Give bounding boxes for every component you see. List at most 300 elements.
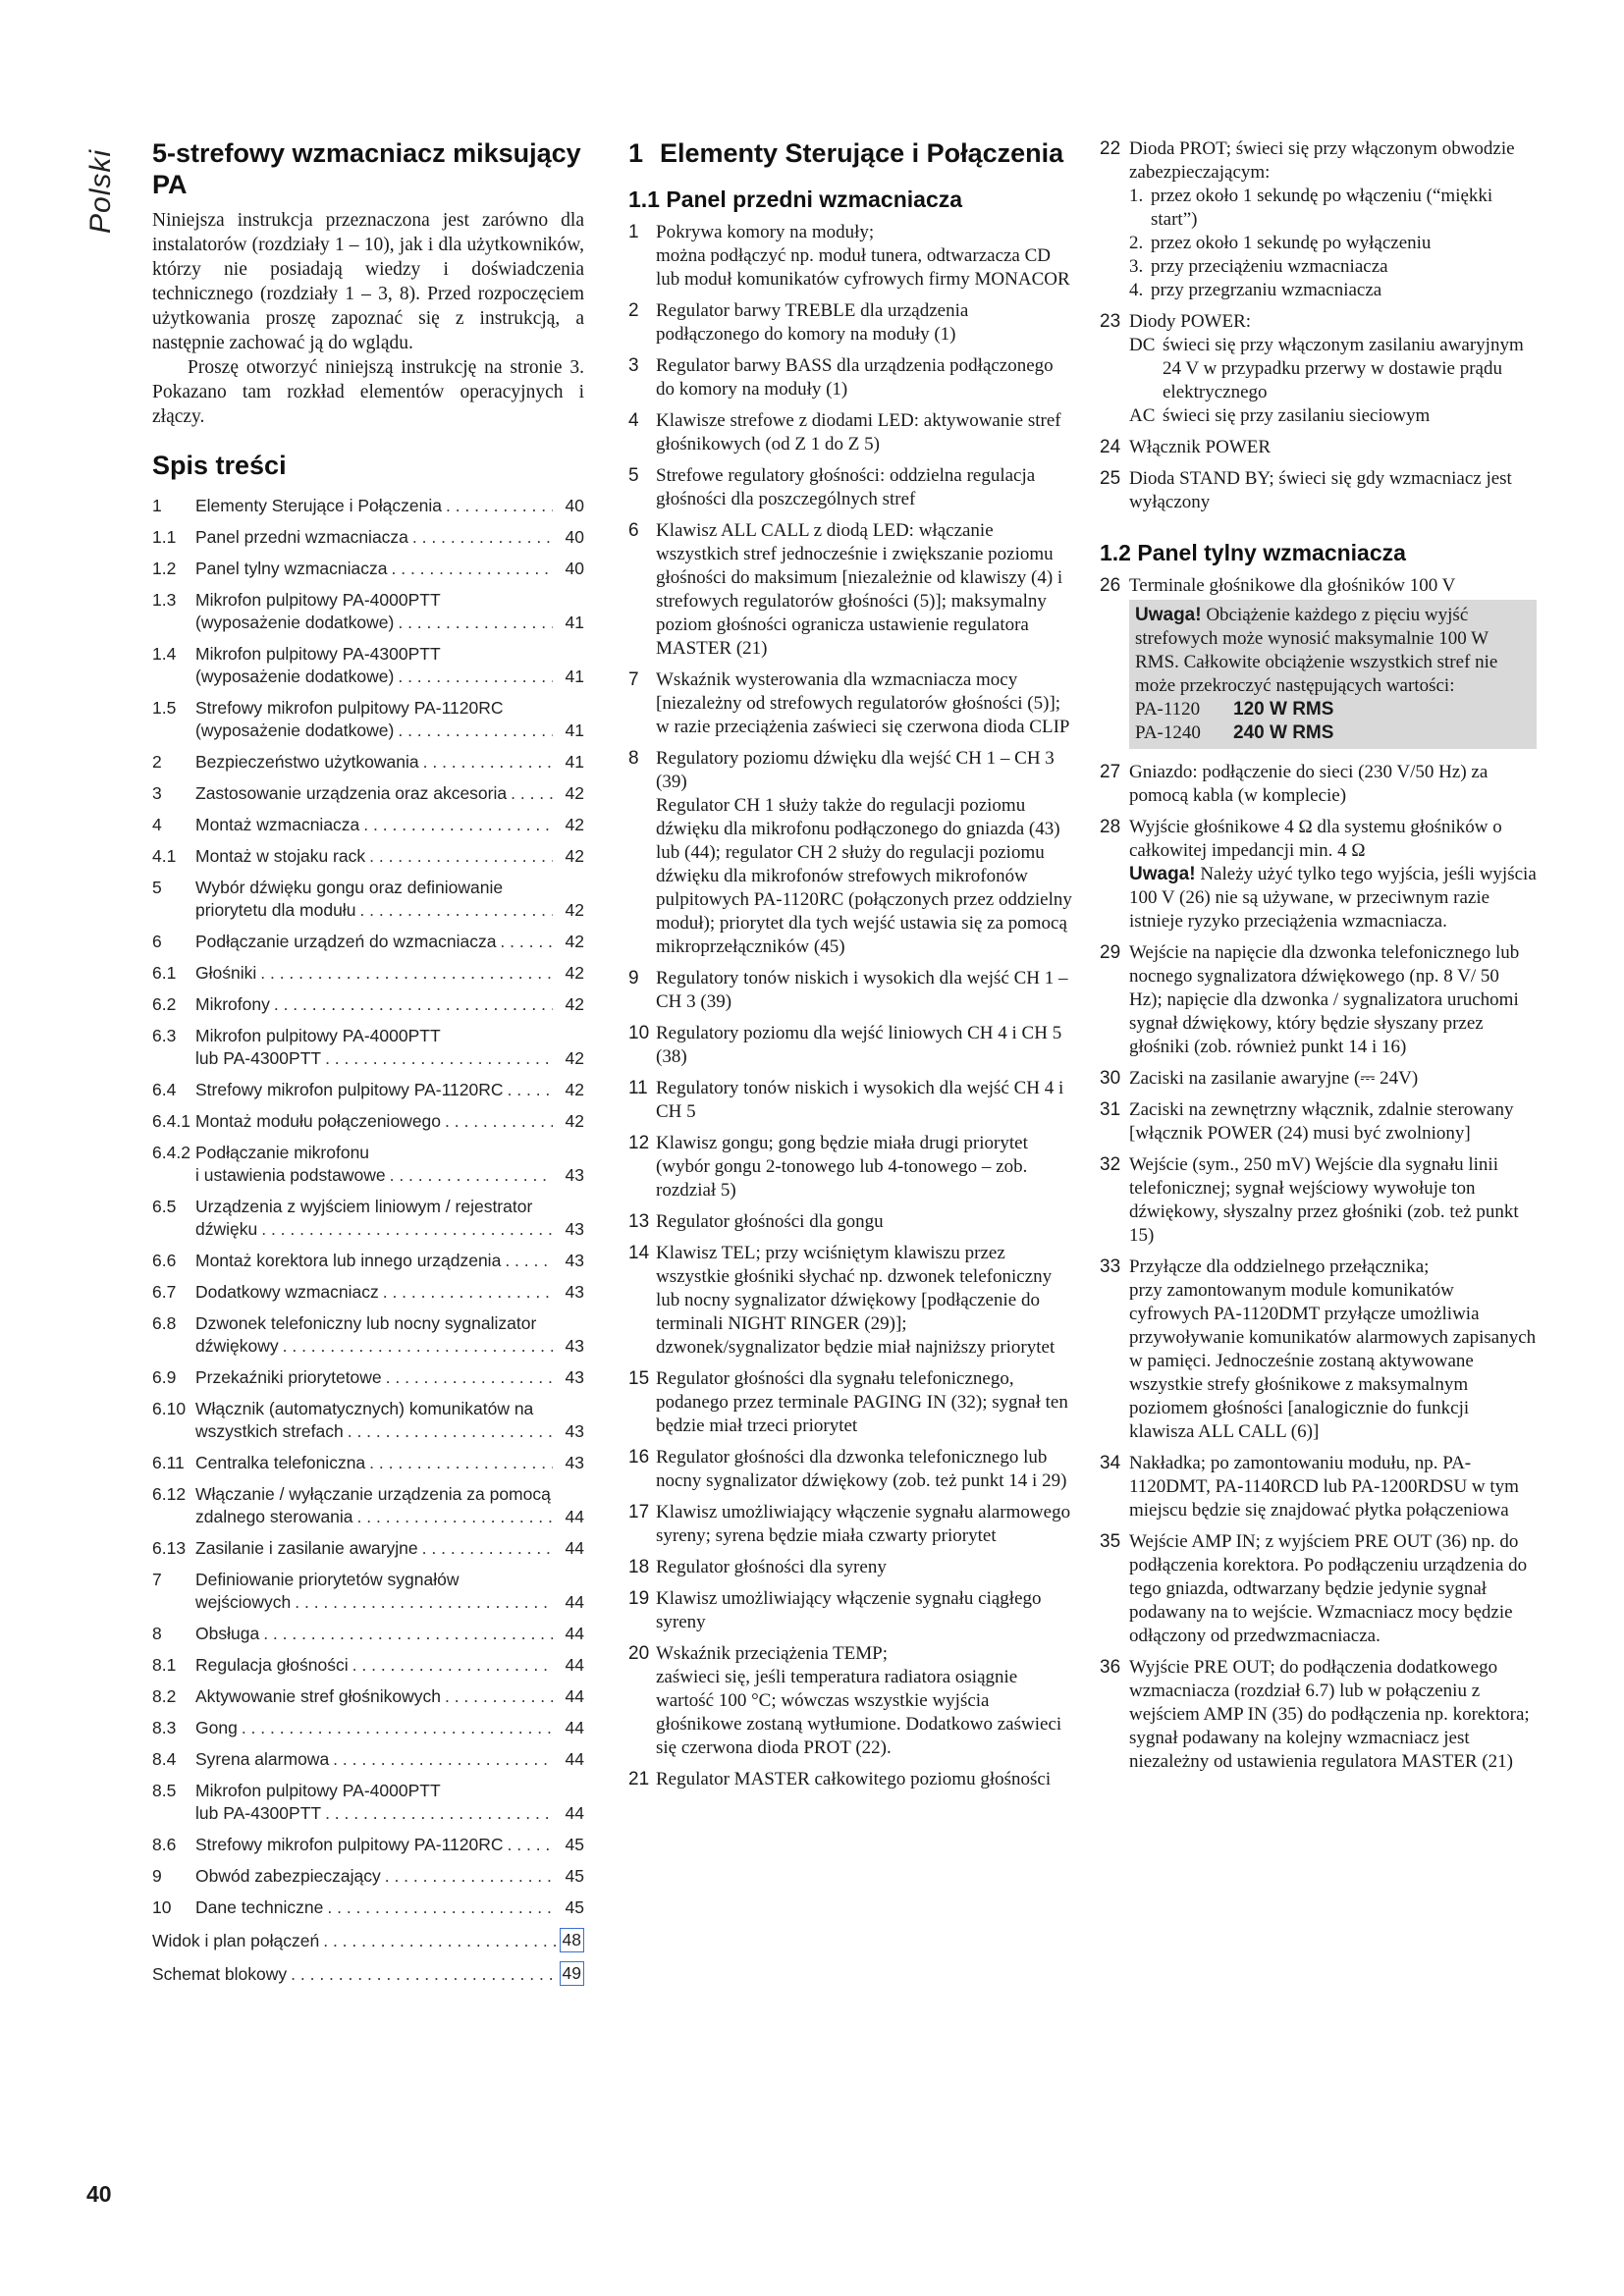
toc-entry[interactable] (152, 1025, 584, 1070)
front-panel-items (628, 221, 1075, 1791)
toc-entry-title: Przekaźniki priorytetowe (195, 1367, 382, 1387)
toc-entry[interactable] (152, 1896, 584, 1919)
toc-entry-page: 44 (565, 1749, 584, 1769)
toc-entry-page[interactable]: 49 (560, 1961, 584, 1986)
intro-paragraph-2: Proszę otworzyć niniejszą instrukcję na stronie 3. Pokazano tam rozkład elementów operacyjnych i złączy. (152, 357, 584, 427)
toc-leader-dots (357, 1506, 553, 1528)
toc-entry[interactable] (152, 1398, 584, 1443)
section-1-heading (628, 137, 1075, 169)
toc-entry-page: 43 (565, 1251, 584, 1270)
item-text: Klawisz ALL CALL z diodą LED: włączanie wszystkich stref jednocześnie i zwiększanie poziomu głośności do maksimum [niezależnie od klawiszy (4) i strefowych regulatorów głośności (5)]; maksymalny poziom głośności ogranicza ustawienie regulatora MASTER (21) (656, 520, 1063, 659)
toc-entry[interactable] (152, 589, 584, 634)
toc-entry-title: Mikrofon pulpitowy PA-4000PTT (195, 1026, 441, 1045)
item-text: Wyjście PRE OUT; do podłączenia dodatkowego wzmacniacza (rozdział 6.7) lub w połączeniu z wejściem AMP IN (35) do podłączenia np. korektora; (1129, 1657, 1530, 1725)
toc-entry-number: 3 (152, 783, 162, 803)
item-text: można podłączyć np. moduł tunera, odtwarzacza CD lub moduł komunikatów cyfrowych firmy MONACOR (656, 245, 1070, 290)
item-text: Strefowe regulatory głośności: oddzielna regulacja głośności dla poszczególnych stref (656, 465, 1036, 509)
toc-leader-dots (369, 1452, 553, 1474)
toc-entry[interactable] (152, 558, 584, 580)
toc-entry-number: 8.2 (152, 1686, 177, 1706)
item-number: 10 (628, 1023, 650, 1043)
toc-entry-number: 1.4 (152, 644, 177, 664)
toc-entry-number: 6.9 (152, 1367, 177, 1387)
toc-entry-title: Aktywowanie stref głośnikowych (195, 1686, 441, 1706)
toc-entry-number: 2 (152, 752, 162, 772)
rear-panel-items (1100, 941, 1537, 1774)
item-25: 25 Dioda STAND BY; świeci się gdy wzmacniacz jest wyłączony (1100, 468, 1512, 512)
item-text: Klawisz umożliwiający włączenie sygnału alarmowego syreny; syrena będzie miała czwarty priorytet (656, 1502, 1071, 1546)
item-19 (628, 1587, 1075, 1634)
toc-entry-number: 1.5 (152, 698, 177, 718)
item-text: przy zamontowanym module komunikatów cyfrowych PA-1120DMT przyłącze umożliwia przywoływanie komunikatów alarmowych zapisanych w pamięci. Jednocześnie zostaną aktywowane wszystkie strefy głośnikowe z maksymalnym poziomem głośności [analogicznie do funkcji klawisza ALL CALL (6)] (1129, 1280, 1537, 1442)
item-8 (628, 747, 1075, 959)
toc-entry-title: Widok i plan połączeń (152, 1931, 320, 1950)
toc-entry-page: 42 (565, 900, 584, 920)
toc-entry-title: lub PA-4300PTT (195, 1048, 322, 1068)
toc-entry-title: Montaż w stojaku rack (195, 846, 366, 866)
toc-entry-page: 42 (565, 815, 584, 834)
toc-entry-title: Strefowy mikrofon pulpitowy PA-1120RC (195, 1080, 504, 1099)
item-number: 13 (628, 1211, 650, 1232)
item-text: Przyłącze dla oddzielnego przełącznika; (1129, 1256, 1430, 1277)
toc-entry-page: 44 (565, 1538, 584, 1558)
item-number: 8 (628, 748, 639, 769)
toc-entry-page: 43 (565, 1336, 584, 1356)
toc-entry-page: 42 (565, 994, 584, 1014)
toc-entry-page: 44 (565, 1592, 584, 1612)
toc-leader-dots (511, 782, 553, 805)
item-20 (628, 1642, 1075, 1760)
toc-entry-page: 40 (565, 527, 584, 547)
item-text: zaświeci się, jeśli temperatura radiatora osiągnie wartość 100 °C; wówczas wszystkie wyjścia głośnikowe zostaną wytłumione. Dodatkowo zaświeci się czerwona dioda PROT (22). (656, 1667, 1062, 1758)
item-number: 4 (628, 410, 639, 431)
item-text: Regulatory tonów niskich i wysokich dla wejść CH 1 – CH 3 (39) (656, 968, 1068, 1012)
toc-entry-page: 45 (565, 1835, 584, 1854)
item-text: Regulator barwy BASS dla urządzenia podłączonego do komory na moduły (1) (656, 355, 1054, 400)
toc-entry-title: Bezpieczeństwo użytkowania (195, 752, 419, 772)
toc-leader-dots (263, 1623, 553, 1645)
item-text: Wejście AMP IN; z wyjściem PRE OUT (36) np. do podłączenia korektora. Po podłączeniu urządzenia do tego gniazda, odtwarzany będzie jedynie sygnał podawany na to wejście. Wzmacniacz mocy będzie odłączony od przedwzmacniacza. (1129, 1531, 1528, 1646)
toc-entry-page: 42 (565, 963, 584, 983)
prot-sub-3: 3. przy przeciążeniu wzmacniacza (1129, 256, 1388, 277)
toc-entry-title: Dzwonek telefoniczny lub nocny sygnalizator (195, 1313, 537, 1333)
toc-entry[interactable] (152, 1250, 584, 1272)
document-title: 5-strefowy wzmacniacz miksujący PA (152, 138, 581, 199)
toc-entry-title: Podłączanie mikrofonu (195, 1143, 370, 1162)
toc-entry-page: 43 (565, 1367, 584, 1387)
toc-entry-title: Syrena alarmowa (195, 1749, 330, 1769)
toc-entry[interactable] (152, 1312, 584, 1358)
toc-entry-title: Podłączanie urządzeń do wzmacniacza (195, 932, 497, 951)
toc-entry-number: 5 (152, 878, 162, 897)
item-text: Zaciski na zewnętrzny włącznik, zdalnie sterowany [włącznik POWER (24) musi być zwolniony] (1129, 1099, 1514, 1144)
item-text: Regulatory poziomu dźwięku dla wejść CH 1 – CH 3 (39) (656, 748, 1055, 792)
toc-entry[interactable] (152, 751, 584, 774)
toc-entry-page: 41 (565, 721, 584, 740)
toc-entry-number: 8.4 (152, 1749, 177, 1769)
item-text: Regulator MASTER całkowitego poziomu głośności (656, 1769, 1052, 1789)
toc-entry-number: 6.10 (152, 1399, 187, 1418)
toc-entry-title: i ustawienia podstawowe (195, 1165, 386, 1185)
item-text: Regulator CH 1 służy także do regulacji poziomu dźwięku dla mikrofonu podłączonego do gniazda (43) lub (44); regulator CH 2 służy do regulacji poziomu dźwięku dla mikrofonów strefowych mikrofonów pulpitowych PA-1120RC (połączonych przez oddzielny moduł); priorytet dla tych wejść ustawia się za pomocą mikroprzełączników (45) (656, 795, 1072, 957)
toc-entry-title: Obwód zabezpieczający (195, 1866, 381, 1886)
toc-entry[interactable] (152, 643, 584, 688)
item-number: 15 (628, 1368, 650, 1389)
toc-entry-number: 1 (152, 496, 162, 515)
toc-entry-number: 6.11 (152, 1453, 185, 1472)
item-10 (628, 1022, 1075, 1069)
toc-entry-title: Głośniki (195, 963, 257, 983)
item-text: Regulatory poziomu dla wejść liniowych CH 4 i CH 5 (38) (656, 1023, 1062, 1067)
item-35 (1100, 1530, 1537, 1648)
toc-entry-page[interactable]: 48 (560, 1928, 584, 1952)
item-27: 27 Gniazdo: podłączenie do sieci (230 V/50 Hz) za pomocą kabla (w komplecie) (1100, 762, 1489, 806)
item-number: 31 (1100, 1099, 1121, 1120)
toc-entry-title: Włączanie / wyłączanie urządzenia za pomocą (195, 1484, 551, 1504)
toc-entry-page: 42 (565, 1080, 584, 1099)
toc-leader-dots (359, 899, 553, 922)
toc-entry[interactable] (152, 993, 584, 1016)
item-number: 7 (628, 669, 639, 690)
toc-entry[interactable] (152, 1623, 584, 1645)
toc-leader-dots (385, 1865, 553, 1888)
toc-leader-dots (445, 1685, 553, 1708)
toc-entry[interactable] (152, 1366, 584, 1389)
toc-entry-title: Panel przedni wzmacniacza (195, 527, 408, 547)
item-4 (628, 409, 1075, 456)
item-number: 35 (1100, 1531, 1121, 1552)
item-12 (628, 1132, 1075, 1202)
toc-leader-dots (422, 1537, 553, 1560)
toc-entry-title: (wyposażenie dodatkowe) (195, 721, 395, 740)
item-number: 17 (628, 1502, 650, 1522)
item-text: Zaciski na zasilanie awaryjne (⎓ 24V) (1129, 1068, 1419, 1089)
item-number: 19 (628, 1588, 650, 1609)
item-13 (628, 1210, 1075, 1234)
toc-entry-title: Urządzenia z wyjściem liniowym / rejestrator (195, 1197, 533, 1216)
toc-entry[interactable] (152, 1142, 584, 1187)
toc-entry[interactable] (152, 1110, 584, 1133)
toc-entry-page: 43 (565, 1165, 584, 1185)
item-number: 11 (628, 1078, 648, 1098)
table-of-contents (152, 495, 584, 1986)
toc-entry-page: 44 (565, 1803, 584, 1823)
toc-entry[interactable] (152, 1281, 584, 1304)
toc-entry-number: 8.1 (152, 1655, 177, 1675)
toc-entry-page: 44 (565, 1624, 584, 1643)
warning-text: Obciążenie każdego z pięciu wyjść strefowych może wynosić maksymalnie 100 W RMS. Całkowite obciążenie wszystkich stref nie może przekroczyć następujących wartości: (1135, 605, 1498, 696)
toc-leader-dots (392, 558, 554, 580)
item-text: Regulator głośności dla syreny (656, 1557, 887, 1577)
toc-entry-title: lub PA-4300PTT (195, 1803, 322, 1823)
section-1-2-heading: 1.2 Panel tylny wzmacniacza (1100, 540, 1406, 565)
toc-entry-number: 4 (152, 815, 162, 834)
item-31 (1100, 1098, 1537, 1146)
toc-entry-title: dźwięku (195, 1219, 258, 1239)
warning-label: Uwaga! (1129, 864, 1196, 884)
toc-leader-dots (446, 495, 553, 517)
toc-entry-page: 44 (565, 1718, 584, 1737)
toc-entry[interactable] (152, 1654, 584, 1677)
toc-leader-dots (352, 1654, 553, 1677)
toc-entry-title: wejściowych (195, 1592, 292, 1612)
toc-entry-number: 6.4.2 (152, 1143, 190, 1162)
item-16 (628, 1446, 1075, 1493)
column-left (152, 137, 584, 1995)
toc-entry[interactable] (152, 1537, 584, 1560)
warning-label: Uwaga! (1135, 605, 1202, 625)
toc-entry-title: Zasilanie i zasilanie awaryjne (195, 1538, 418, 1558)
item-number: 34 (1100, 1453, 1121, 1473)
toc-entry-number: 1.2 (152, 559, 177, 578)
section-title: Elementy Sterujące i Połączenia (660, 138, 1064, 168)
toc-entry-number: 4.1 (152, 846, 177, 866)
item-number: 3 (628, 355, 639, 376)
toc-entry-title: Strefowy mikrofon pulpitowy PA-1120RC (195, 698, 504, 718)
toc-entry-number: 6.5 (152, 1197, 177, 1216)
column-middle (628, 137, 1075, 1799)
toc-title: Spis treści (152, 451, 287, 480)
toc-entry-title: Mikrofony (195, 994, 270, 1014)
toc-entry[interactable] (152, 1961, 584, 1986)
item-number: 29 (1100, 942, 1121, 963)
toc-entry[interactable] (152, 526, 584, 549)
toc-entry-number: 7 (152, 1570, 162, 1589)
item-21 (628, 1768, 1075, 1791)
model-row-pa1240: PA-1240 240 W RMS (1135, 722, 1334, 743)
toc-leader-dots (398, 666, 553, 688)
toc-entry[interactable] (152, 931, 584, 953)
item-text: Klawisz TEL; przy wciśniętym klawiszu przez wszystkie głośniki słychać np. dzwonek telefoniczny lub nocny sygnalizator dźwiękowy [podłączenie do terminali NIGHT RINGER (29)]; dzwonek/sygnalizator będzie miał najniższy priorytet (656, 1243, 1056, 1358)
toc-entry-title: Wybór dźwięku gongu oraz definiowanie (195, 878, 504, 897)
section-number: 1 (628, 138, 644, 168)
toc-entry-title: Mikrofon pulpitowy PA-4000PTT (195, 590, 441, 610)
item-text: Regulator głośności dla sygnału telefonicznego, podanego przez terminale PAGING IN (32); sygnał ten będzie miał trzeci priorytet (656, 1368, 1068, 1436)
item-text: Klawisz umożliwiający włączenie sygnału ciągłego syreny (656, 1588, 1042, 1632)
toc-entry-title: Gong (195, 1718, 238, 1737)
toc-leader-dots (383, 1281, 553, 1304)
toc-entry-page: 42 (565, 1048, 584, 1068)
toc-entry-page: 42 (565, 1111, 584, 1131)
toc-entry-page: 43 (565, 1453, 584, 1472)
item-number: 9 (628, 968, 639, 988)
toc-entry-page: 41 (565, 752, 584, 772)
item-number: 32 (1100, 1154, 1121, 1175)
toc-entry-page: 43 (565, 1282, 584, 1302)
toc-entry-number: 6.6 (152, 1251, 177, 1270)
toc-entry-title: Montaż modułu połączeniowego (195, 1111, 442, 1131)
prot-sub-4: 4. przy przegrzaniu wzmacniacza (1129, 280, 1382, 300)
toc-entry-page: 41 (565, 613, 584, 632)
toc-entry-title: Mikrofon pulpitowy PA-4300PTT (195, 644, 441, 664)
item-number: 2 (628, 300, 639, 321)
item-33 (1100, 1255, 1537, 1444)
toc-entry-number: 6.4 (152, 1080, 177, 1099)
toc-leader-dots (363, 814, 553, 836)
toc-leader-dots (398, 612, 553, 634)
item-text: Wejście na napięcie dla dzwonka telefonicznego lub nocnego sygnalizatora dźwiękowego (np. 8 V/ 50 Hz); napięcie dla dzwonka / sygnalizatora uruchomi sygnał dźwiękowy, który będzie słyszany przez głośniki (zob. również punkt 14 i 16) (1129, 942, 1520, 1057)
item-text: Regulator głośności dla dzwonka telefonicznego lub nocny sygnalizator dźwiękowy (zob. też punkt 14 i 29) (656, 1447, 1067, 1491)
toc-entry[interactable] (152, 1780, 584, 1825)
item-text: Wejście (sym., 250 mV) Wejście dla sygnału linii telefonicznej; sygnał wejściowy wywołuje ton dźwiękowy, słyszalny przez głośniki (zob. też punkt 15) (1129, 1154, 1519, 1246)
toc-entry-title: Montaż wzmacniacza (195, 815, 360, 834)
toc-entry-title: Panel tylny wzmacniacza (195, 559, 388, 578)
item-22: 22 Dioda PROT; świeci się przy włączonym obwodzie zabezpieczającym: 1. przez około 1 sekundę po włączeniu (“miękki start”) 2. przez około 1 sekundę po wyłączeniu 3. przy przeciążeniu wzmacniacza 4. przy przegrzaniu wzmacniacza (1100, 137, 1537, 302)
toc-entry-number: 8.6 (152, 1835, 177, 1854)
toc-entry-page: 45 (565, 1897, 584, 1917)
power-led-dc: DC świeci się przy włączonym zasilaniu awaryjnym 24 V w przypadku przerwy w dostawie prądu elektrycznego (1129, 335, 1524, 402)
toc-entry-title: Montaż korektora lub innego urządzenia (195, 1251, 502, 1270)
toc-entry-number: 6.4.1 (152, 1111, 190, 1131)
toc-leader-dots (508, 1834, 553, 1856)
item-36 (1100, 1656, 1537, 1774)
item-3 (628, 354, 1075, 401)
item-number: 1 (628, 222, 639, 242)
toc-entry[interactable] (152, 1079, 584, 1101)
toc-entry-number: 1.1 (152, 527, 177, 547)
toc-entry-title: Obsługa (195, 1624, 260, 1643)
toc-entry[interactable] (152, 1865, 584, 1888)
toc-entry-page: 43 (565, 1421, 584, 1441)
toc-entry[interactable] (152, 495, 584, 517)
toc-leader-dots (445, 1110, 553, 1133)
toc-entry[interactable] (152, 845, 584, 868)
toc-entry-title: priorytetu dla modułu (195, 900, 356, 920)
column-right (1100, 137, 1537, 1782)
item-7 (628, 668, 1075, 739)
item-29 (1100, 941, 1537, 1059)
toc-entry-number: 6.7 (152, 1282, 177, 1302)
power-led-ac: AC świeci się przy zasilaniu sieciowym (1129, 405, 1431, 426)
toc-entry-number: 10 (152, 1897, 172, 1917)
toc-entry-title: Dodatkowy wzmacniacz (195, 1282, 379, 1302)
prot-sub-2: 2. przez około 1 sekundę po wyłączeniu (1129, 233, 1432, 253)
toc-entry[interactable] (152, 1834, 584, 1856)
page-number: 40 (86, 2181, 112, 2207)
item-28: 28 Wyjście głośnikowe 4 Ω dla systemu głośników o całkowitej impedancji min. 4 Ω Uwaga! Należy użyć tylko tego wyjścia, jeśli wyjścia 100 V (26) nie są używane, w przeciwnym razie istnieje ryzyko przeciążenia wzmacniacza. (1100, 817, 1537, 932)
item-text: Regulator głośności dla gongu (656, 1211, 884, 1232)
item-text: w razie przeciążenia zaświeci się czerwona dioda CLIP (656, 717, 1070, 737)
toc-entry-title: Włącznik (automatycznych) komunikatów na (195, 1399, 534, 1418)
item-number: 12 (628, 1133, 650, 1153)
item-15 (628, 1367, 1075, 1438)
toc-leader-dots (283, 1335, 553, 1358)
item-number: 21 (628, 1769, 650, 1789)
item-number: 16 (628, 1447, 650, 1468)
item-9 (628, 967, 1075, 1014)
item-text: Wskaźnik wysterowania dla wzmacniacza mocy [niezależny od strefowych regulatorów głośności (5)]; (656, 669, 1061, 714)
toc-entry-number: 8 (152, 1624, 162, 1643)
toc-entry[interactable] (152, 814, 584, 836)
toc-entry[interactable] (152, 1685, 584, 1708)
toc-entry[interactable] (152, 1483, 584, 1528)
toc-entry-page: 41 (565, 667, 584, 686)
toc-entry-title: Regulacja głośności (195, 1655, 349, 1675)
toc-entry-number: 9 (152, 1866, 162, 1886)
toc-entry[interactable] (152, 962, 584, 985)
toc-entry[interactable] (152, 1748, 584, 1771)
toc-leader-dots (261, 1218, 553, 1241)
toc-leader-dots (505, 1250, 553, 1272)
toc-entry-title: Mikrofon pulpitowy PA-4000PTT (195, 1781, 441, 1800)
toc-leader-dots (423, 751, 553, 774)
toc-entry-page: 42 (565, 932, 584, 951)
item-number: 14 (628, 1243, 650, 1263)
item-24: 24 Włącznik POWER (1100, 437, 1272, 457)
toc-leader-dots (333, 1748, 553, 1771)
item-5 (628, 464, 1075, 511)
item-number: 18 (628, 1557, 650, 1577)
toc-leader-dots (508, 1079, 553, 1101)
toc-entry-title: dźwiękowy (195, 1336, 279, 1356)
toc-leader-dots (412, 526, 553, 549)
intro-paragraph-1: Niniejsza instrukcja przeznaczona jest zarówno dla instalatorów (rozdziały 1 – 10), jak i dla użytkowników, którzy nie posiadają wiedzy i doświadczenia technicznego (rozdziały 1 – 3, 8). Przed rozpoczęciem użytkowania proszę zapoznać się z instrukcją, a następnie zachować ją do wglądu. (152, 210, 584, 353)
toc-entry-page: 42 (565, 783, 584, 803)
item-number: 20 (628, 1643, 650, 1664)
toc-entry-page: 43 (565, 1219, 584, 1239)
toc-entry-title: (wyposażenie dodatkowe) (195, 667, 395, 686)
toc-leader-dots (242, 1717, 553, 1739)
toc-entry[interactable] (152, 1452, 584, 1474)
toc-entry-title: wszystkich strefach (195, 1421, 344, 1441)
toc-entry-number: 1.3 (152, 590, 177, 610)
toc-entry-title: Schemat blokowy (152, 1964, 288, 1984)
item-number: 6 (628, 520, 639, 541)
item-number: 36 (1100, 1657, 1121, 1678)
toc-entry-title: (wyposażenie dodatkowe) (195, 613, 395, 632)
toc-entry[interactable] (152, 1928, 584, 1952)
toc-entry[interactable] (152, 877, 584, 922)
item-34 (1100, 1452, 1537, 1522)
toc-entry[interactable] (152, 1717, 584, 1739)
toc-entry[interactable] (152, 782, 584, 805)
item-number: 33 (1100, 1256, 1121, 1277)
item-text: Klawisz gongu; gong będzie miała drugi priorytet (wybór gongu 2-tonowego lub 4-tonowego – zob. rozdział 5) (656, 1133, 1028, 1201)
toc-leader-dots (323, 1930, 555, 1952)
item-32 (1100, 1153, 1537, 1248)
toc-entry-number: 6.1 (152, 963, 177, 983)
toc-entry-title: Definiowanie priorytetów sygnałów (195, 1570, 460, 1589)
toc-entry-title: Elementy Sterujące i Połączenia (195, 496, 442, 515)
toc-leader-dots (274, 993, 553, 1016)
toc-entry-page: 44 (565, 1686, 584, 1706)
item-text: Regulatory tonów niskich i wysokich dla wejść CH 4 i CH 5 (656, 1078, 1064, 1122)
item-text: Nakładka; po zamontowaniu modułu, np. PA-1120DMT, PA-1140RCD lub PA-1200RDSU w tym miejscu będzie się znajdować płytka połączeniowa (1129, 1453, 1519, 1521)
toc-entry-page: 45 (565, 1866, 584, 1886)
toc-leader-dots (295, 1591, 553, 1614)
item-text: sygnał podawany na kolejny wzmacniacz jest niezależny od ustawienia regulatora MASTER (21) (1129, 1728, 1513, 1772)
prot-sub-1: 1. przez około 1 sekundę po włączeniu (“miękki start”) (1129, 186, 1493, 230)
toc-entry[interactable] (152, 1569, 584, 1614)
toc-entry-title: Zastosowanie urządzenia oraz akcesoria (195, 783, 508, 803)
section-1-1-heading: 1.1 Panel przedni wzmacniacza (628, 187, 963, 212)
toc-leader-dots (348, 1420, 553, 1443)
toc-leader-dots (369, 845, 553, 868)
item-6 (628, 519, 1075, 661)
item-14 (628, 1242, 1075, 1360)
toc-entry-title: Centralka telefoniczna (195, 1453, 366, 1472)
toc-leader-dots (327, 1896, 553, 1919)
toc-leader-dots (500, 931, 553, 953)
toc-entry[interactable] (152, 697, 584, 742)
toc-entry[interactable] (152, 1196, 584, 1241)
item-text: Pokrywa komory na moduły; (656, 222, 875, 242)
toc-entry-page: 42 (565, 846, 584, 866)
toc-entry-page: 44 (565, 1655, 584, 1675)
toc-leader-dots (325, 1802, 553, 1825)
toc-leader-dots (386, 1366, 553, 1389)
toc-leader-dots (291, 1963, 555, 1986)
